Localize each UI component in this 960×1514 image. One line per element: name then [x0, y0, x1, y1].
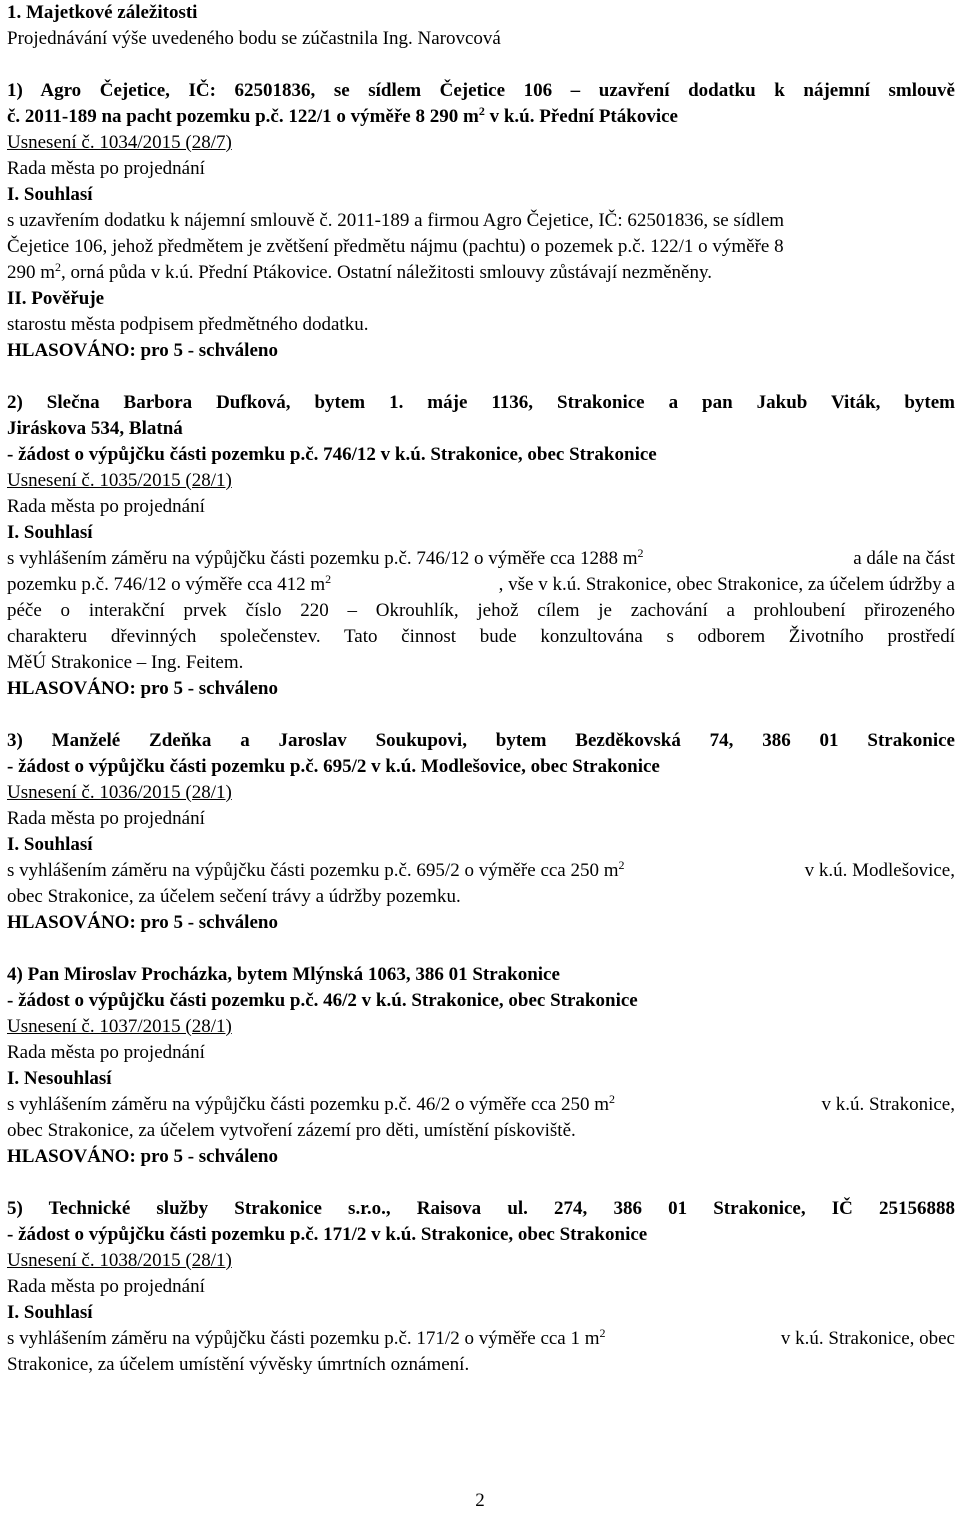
decision-text-line: obec Strakonice, za účelem sečení trávy a údržby pozemku.: [7, 886, 461, 907]
decision-disagree: I. Nesouhlasí: [7, 1068, 112, 1089]
section-intro: Projednávání výše uvedeného bodu se zúčastnila Ing. Narovcová: [7, 28, 501, 49]
decision-agree: I. Souhlasí: [7, 522, 93, 543]
decision-text-line: starostu města podpisem předmětného dodatku.: [7, 314, 369, 335]
decision-text-line: s vyhlášením záměru na výpůjčku části pozemku p.č. 171/2 o výměře cca 1 $m^2$ v k.ú. Strakonice, obec: [7, 1326, 955, 1349]
decision-text-line: s vyhlášením záměru na výpůjčku části pozemku p.č. 695/2 o výměře cca 250 $m^2$ v k.ú. Modlešovice,: [7, 858, 955, 881]
agenda-item-1: [7, 78, 955, 364]
decision-text-line: obec Strakonice, za účelem vytvoření zázemí pro děti, umístění pískoviště.: [7, 1120, 576, 1141]
item-title-line: - žádost o výpůjčku části pozemku p.č. 746/12 v k.ú. Strakonice, obec Strakonice: [7, 444, 657, 465]
document-page: [7, 0, 955, 1378]
resolution-number: Usnesení č. 1034/2015 (28/7): [7, 132, 232, 153]
resolution-number: Usnesení č. 1036/2015 (28/1): [7, 782, 232, 803]
vote-result: HLASOVÁNO: pro 5 - schváleno: [7, 912, 278, 933]
agenda-item-5: [7, 1196, 955, 1378]
agenda-item-4: [7, 962, 955, 1170]
vote-result: HLASOVÁNO: pro 5 - schváleno: [7, 1146, 278, 1167]
decision-agree: I. Souhlasí: [7, 834, 93, 855]
decision-text-line: Čejetice 106, jehož předmětem je zvětšení předmětu nájmu (pachtu) o pozemek p.č. 122/1 o výměře 8: [7, 236, 784, 257]
page-number: 2: [475, 1490, 485, 1511]
item-title-line: 3) Manželé Zdeňka a Jaroslav Soukupovi, bytem Bezděkovská 74, 386 01 Strakonice: [7, 730, 955, 751]
item-title-line: 4) Pan Miroslav Procházka, bytem Mlýnská 1063, 386 01 Strakonice: [7, 964, 560, 985]
agenda-item-2: [7, 390, 955, 702]
resolution-number: Usnesení č. 1038/2015 (28/1): [7, 1250, 232, 1271]
agenda-item-3: [7, 728, 955, 936]
council-note: Rada města po projednání: [7, 1276, 205, 1297]
decision-agree: I. Souhlasí: [7, 1302, 93, 1323]
council-note: Rada města po projednání: [7, 158, 205, 179]
vote-result: HLASOVÁNO: pro 5 - schváleno: [7, 678, 278, 699]
decision-text-line: MěÚ Strakonice – Ing. Feitem.: [7, 652, 244, 673]
item-title-line: Jiráskova 534, Blatná: [7, 418, 183, 439]
vote-result: HLASOVÁNO: pro 5 - schváleno: [7, 340, 278, 361]
decision-authorize: II. Pověřuje: [7, 288, 105, 309]
item-title-line: 2) Slečna Barbora Dufková, bytem 1. máje 1136, Strakonice a pan Jakub Viták, bytem: [7, 392, 955, 413]
decision-agree: I. Souhlasí: [7, 184, 93, 205]
council-note: Rada města po projednání: [7, 496, 205, 517]
item-title-line: 5) Technické služby Strakonice s.r.o., Raisova ul. 274, 386 01 Strakonice, IČ 25156888: [7, 1198, 955, 1219]
decision-text-line: Strakonice, za účelem umístění vývěsky úmrtních oznámení.: [7, 1354, 470, 1375]
decision-text-line: s vyhlášením záměru na výpůjčku části pozemku p.č. 46/2 o výměře cca 250 $m^2$ v k.ú. Strakonice,: [7, 1092, 955, 1115]
council-note: Rada města po projednání: [7, 1042, 205, 1063]
decision-text-line: s uzavřením dodatku k nájemní smlouvě č. 2011-189 a firmou Agro Čejetice, IČ: 62501836, se sídlem: [7, 210, 785, 231]
item-title-line: - žádost o výpůjčku části pozemku p.č. 695/2 v k.ú. Modlešovice, obec Strakonice: [7, 756, 660, 777]
decision-text-line: péče o interakční prvek číslo 220 – Okrouhlík, jehož cílem je zachování a prohloubení přirozeného: [7, 600, 955, 621]
council-note: Rada města po projednání: [7, 808, 205, 829]
decision-text-line: pozemku p.č. 746/12 o výměře cca 412 $m^2$ , vše v k.ú. Strakonice, obec Strakonice, za účelem údržby a: [7, 572, 955, 595]
resolution-number: Usnesení č. 1035/2015 (28/1): [7, 470, 232, 491]
resolution-number: Usnesení č. 1037/2015 (28/1): [7, 1016, 232, 1037]
decision-text-line: 290 $m^2$, orná půda v k.ú. Přední Ptákovice. Ostatní náležitosti smlouvy zůstávají nezměněny.: [7, 260, 712, 283]
item-title-line: 1) Agro Čejetice, IČ: 62501836, se sídlem Čejetice 106 – uzavření dodatku k nájemní smlouvě: [7, 80, 955, 101]
section-heading: 1. Majetkové záležitosti: [7, 2, 198, 23]
item-title-line: č. 2011-189 na pacht pozemku p.č. 122/1 o výměře 8 290 $m^2$ v k.ú. Přední Ptákovice: [7, 104, 678, 127]
decision-text-line: s vyhlášením záměru na výpůjčku části pozemku p.č. 746/12 o výměře cca 1288 $m^2$ a dále na část: [7, 546, 955, 569]
decision-text-line: charakteru dřevinných společenstev. Tato činnost bude konzultována s odborem Životního prostředí: [7, 626, 955, 647]
item-title-line: - žádost o výpůjčku části pozemku p.č. 46/2 v k.ú. Strakonice, obec Strakonice: [7, 990, 638, 1011]
item-title-line: - žádost o výpůjčku části pozemku p.č. 171/2 v k.ú. Strakonice, obec Strakonice: [7, 1224, 648, 1245]
